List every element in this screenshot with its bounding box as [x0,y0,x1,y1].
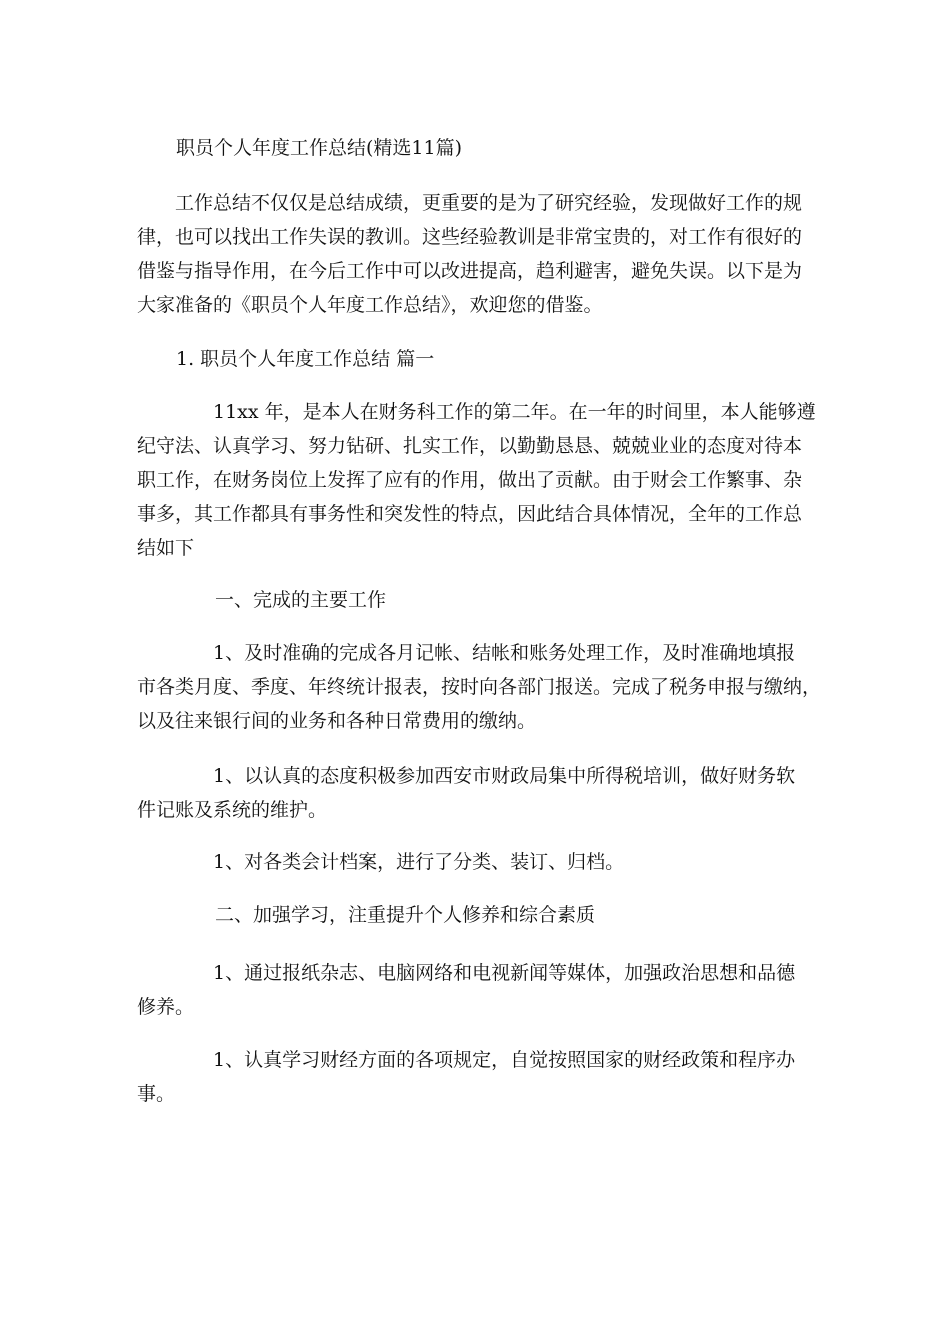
paragraph-line: 市各类月度、季度、年终统计报表，按时向各部门报送。完成了税务申报与缴纳， [137,676,822,698]
article-intro-line: 职工作，在财务岗位上发挥了应有的作用，做出了贡献。由于财会工作繁事、杂 [137,469,803,491]
section1-item3-paragraph [137,845,817,879]
article-intro-line: 11xx 年，是本人在财务科工作的第二年。在一年的时间里，本人能够遵 [213,401,816,423]
article-intro-line: 纪守法、认真学习、努力钻研、扎实工作，以勤勤恳恳、兢兢业业的态度对待本 [137,435,803,457]
paragraph-line: 1、及时准确的完成各月记帐、结帐和账务处理工作，及时准确地填报 [213,642,796,664]
paragraph-line: 事。 [137,1083,176,1105]
paragraph-line: 1、以认真的态度积极参加西安市财政局集中所得税培训，做好财务软 [213,765,796,787]
section1-item1-paragraph [137,636,822,738]
paragraph-line: 修养。 [137,996,195,1018]
section1-item2-paragraph [137,759,817,827]
intro-line: 工作总结不仅仅是总结成绩，更重要的是为了研究经验，发现做好工作的规 [175,192,803,214]
section-heading-2-text: 二、加强学习，注重提升个人修养和综合素质 [215,904,596,926]
paragraph-line: 1、认真学习财经方面的各项规定，自觉按照国家的财经政策和程序办 [213,1049,796,1071]
section-heading-1 [215,583,815,617]
article-intro-paragraph [137,395,817,565]
paragraph-line: 件记账及系统的维护。 [137,799,328,821]
article-intro-line: 结如下 [137,537,195,559]
paragraph-line: 以及往来银行间的业务和各种日常费用的缴纳。 [137,710,537,732]
article-heading [176,342,776,376]
intro-line: 借鉴与指导作用，在今后工作中可以改进提高，趋利避害，避免失误。以下是为 [137,260,803,282]
intro-line: 律，也可以找出工作失误的教训。这些经验教训是非常宝贵的，对工作有很好的 [137,226,803,248]
section-heading-1-text: 一、完成的主要工作 [215,589,387,611]
article-intro-line: 事多，其工作都具有事务性和突发性的特点，因此结合具体情况，全年的工作总 [137,503,803,525]
section-heading-2 [215,898,815,932]
section2-item1-paragraph [137,956,817,1024]
intro-line: 大家准备的《职员个人年度工作总结》，欢迎您的借鉴。 [137,294,603,316]
section2-item2-paragraph [137,1043,817,1111]
intro-paragraph [137,186,817,322]
document-title [176,131,776,165]
document-title-text: 职员个人年度工作总结(精选11篇) [176,137,463,159]
paragraph-line: 1、对各类会计档案，进行了分类、装订、归档。 [213,851,625,873]
paragraph-line: 1、通过报纸杂志、电脑网络和电视新闻等媒体，加强政治思想和品德 [213,962,796,984]
article-heading-text: 1. 职员个人年度工作总结 篇一 [176,348,435,370]
